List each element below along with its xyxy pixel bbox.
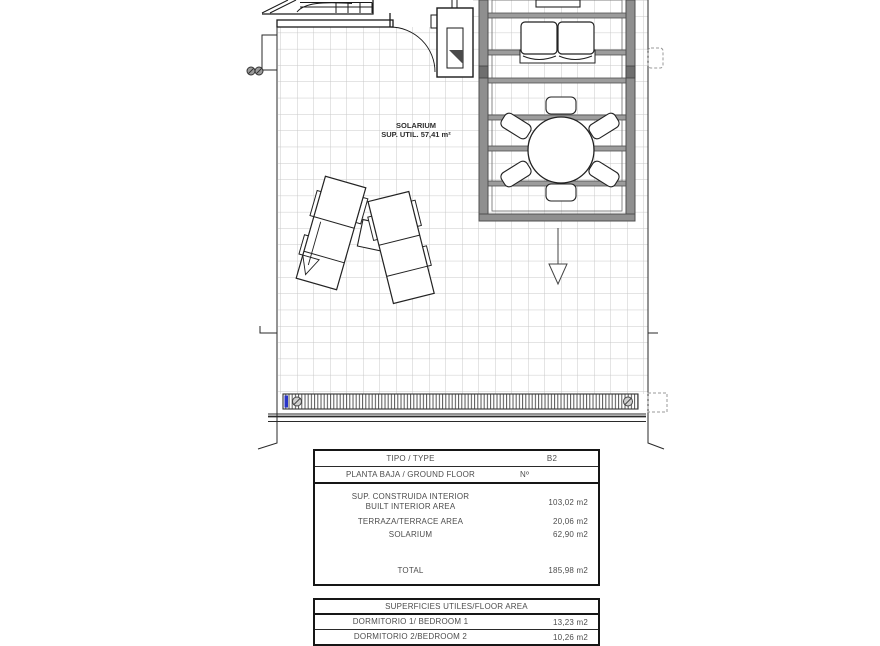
door-gap-bg bbox=[390, 0, 437, 27]
pergola-bottom-beam bbox=[479, 214, 635, 221]
table-spacer bbox=[315, 541, 598, 563]
table-row bbox=[315, 515, 598, 528]
solarium-label-line1: SOLARIUM bbox=[396, 121, 436, 130]
areas-header-label: SUPERFICIES UTILES/FLOOR AREA bbox=[385, 601, 528, 611]
table-header bbox=[315, 600, 598, 615]
table-row bbox=[315, 630, 598, 644]
row-label: SOLARIUM bbox=[388, 529, 433, 539]
row-value: 62,90 m2 bbox=[553, 530, 588, 539]
row-label-line1: SUP. CONSTRUIDA INTERIOR bbox=[351, 492, 470, 501]
pergola-right-post bbox=[626, 66, 635, 78]
row-value: 20,06 m2 bbox=[553, 517, 588, 526]
table-row-total bbox=[315, 563, 598, 578]
outdoor-shower-column bbox=[431, 0, 473, 77]
dining-table bbox=[528, 117, 594, 183]
table-row-type bbox=[315, 451, 598, 467]
glass-railing bbox=[283, 394, 638, 409]
pergola-left-post bbox=[479, 66, 488, 78]
row-value: 10,26 m2 bbox=[553, 632, 588, 642]
top-wall bbox=[277, 20, 393, 27]
drain-icon bbox=[293, 397, 302, 406]
total-value: 185,98 m2 bbox=[548, 566, 588, 575]
solarium-label-line2: SUP. UTIL. 57,41 m² bbox=[381, 130, 451, 139]
row-value: 13,23 m2 bbox=[553, 617, 588, 627]
railing-marker bbox=[285, 396, 289, 408]
pergola-left-beam bbox=[479, 0, 488, 221]
dining-chair bbox=[546, 97, 576, 114]
drain-icon bbox=[624, 397, 633, 406]
row-label: DORMITORIO 1/ BEDROOM 1 bbox=[352, 617, 469, 626]
row-label-line2: BUILT INTERIOR AREA bbox=[365, 502, 456, 511]
column-top-bg bbox=[437, 0, 473, 8]
ac-unit-outline bbox=[648, 393, 667, 412]
table-row bbox=[315, 489, 598, 515]
area-summary-table bbox=[313, 449, 600, 586]
coffee-table bbox=[536, 0, 580, 7]
sofa bbox=[520, 22, 595, 63]
floor-value: Nº bbox=[520, 470, 530, 479]
table-row-floor bbox=[315, 467, 598, 484]
slab-edge bbox=[268, 414, 646, 422]
floor-areas-table bbox=[313, 598, 600, 646]
row-label: TERRAZA/TERRACE AREA bbox=[357, 516, 464, 526]
row-label: DORMITORIO 2/BEDROOM 2 bbox=[353, 632, 468, 641]
dining-chair bbox=[546, 184, 576, 201]
table-row bbox=[315, 615, 598, 630]
pergola-right-beam bbox=[626, 0, 635, 221]
ac-unit-outline bbox=[648, 48, 663, 68]
type-label: TIPO / TYPE bbox=[386, 453, 435, 463]
drain-icon bbox=[247, 67, 263, 75]
type-value: B2 bbox=[546, 454, 558, 463]
total-label: TOTAL bbox=[397, 565, 424, 575]
table-row bbox=[315, 528, 598, 541]
floor-label: PLANTA BAJA / GROUND FLOOR bbox=[345, 469, 476, 479]
row-value: 103,02 m2 bbox=[548, 497, 588, 507]
